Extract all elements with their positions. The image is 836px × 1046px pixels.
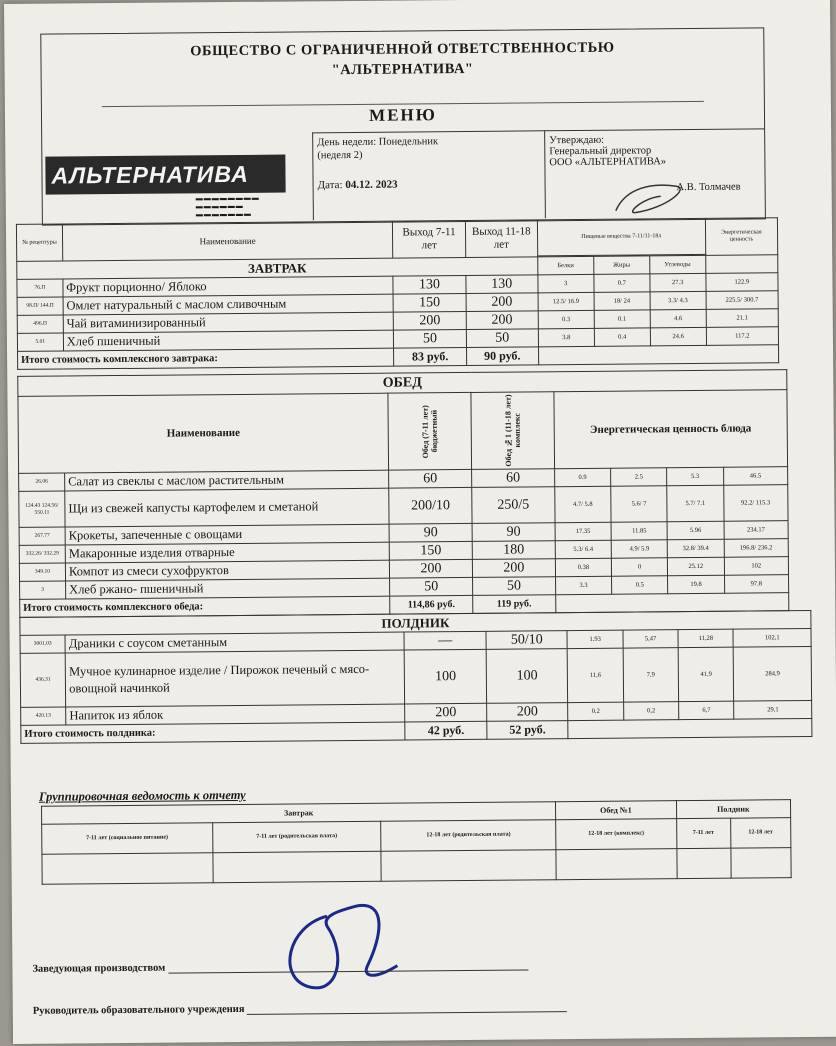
date-box xyxy=(312,130,545,220)
approve-position: Генеральный директор xyxy=(549,145,652,158)
col-output-7-11: Выход 7-11 лет xyxy=(393,220,466,258)
grouping-table xyxy=(41,799,792,885)
energy: 21.1 xyxy=(706,309,778,328)
col-lunch-b-label: Обед №1 (11-18 лет) комплекс xyxy=(503,394,522,467)
fat: 7,9 xyxy=(623,648,679,702)
energy: 102 xyxy=(724,557,789,576)
fat: 0.1 xyxy=(594,310,650,328)
footer-director xyxy=(33,1001,567,1017)
recipe-code: 124.43 124.56/ 550.11 xyxy=(19,491,65,527)
fat: 0 xyxy=(611,558,667,576)
fat: 0.4 xyxy=(594,328,650,346)
carbs: 4.6 xyxy=(650,309,706,327)
recipe-code: 496.П xyxy=(17,315,63,333)
logo-text: АЛЬТЕРНАТИВА xyxy=(45,155,285,195)
carbs: 41,9 xyxy=(678,647,734,701)
recipe-code: 436.31 xyxy=(20,653,66,707)
carbs: 3.3/ 4.3 xyxy=(650,291,706,309)
col-nutrients: Пищевые вещества 7-11/11-18л xyxy=(537,218,705,255)
footer-director-label: Руководитель образовательного учреждения xyxy=(32,1003,245,1017)
total-b: 52 руб. xyxy=(487,721,569,740)
dish-name: Макаронные изделия отварные xyxy=(65,542,389,563)
approval-box xyxy=(544,128,765,218)
carbs: 6,7 xyxy=(679,701,734,719)
protein: 3.3 xyxy=(555,576,611,594)
output-b: 200 xyxy=(487,703,569,722)
approve-company: ООО «АЛЬТЕРНАТИВА» xyxy=(549,156,667,169)
recipe-code: 3001.03 xyxy=(20,635,65,653)
fat: 11.85 xyxy=(611,522,667,540)
dish-name: Напиток из яблок xyxy=(66,704,405,725)
recipe-code: 3 xyxy=(20,581,66,599)
grp-cell xyxy=(730,848,791,879)
col-carbs: Углеводы xyxy=(649,255,705,273)
output-a: 50 xyxy=(394,329,466,348)
output-a: 150 xyxy=(393,293,465,312)
company-logo xyxy=(45,151,291,219)
grp-cell xyxy=(42,853,213,884)
dish-name: Хлеб ржано- пшеничный xyxy=(66,578,390,599)
approve-label: Утверждаю: xyxy=(549,134,605,147)
empty-cell xyxy=(705,255,777,274)
grp-p2: 12-18 лет xyxy=(730,818,791,849)
energy: 29,1 xyxy=(734,700,812,719)
total-a: 83 руб. xyxy=(394,347,466,366)
section-lunch: ОБЕД xyxy=(18,370,787,397)
output-a: — xyxy=(404,631,486,650)
dish-name: Компот из смеси сухофруктов xyxy=(65,560,389,581)
col-lunch-a xyxy=(388,392,471,470)
day-of-week: День недели: Понедельник xyxy=(317,136,439,149)
menu-title: МЕНЮ xyxy=(369,105,437,125)
grp-cell xyxy=(676,848,730,878)
col-lunch-b xyxy=(471,392,554,470)
output-b: 200 xyxy=(472,559,555,578)
dish-name: Фрукт порционно/ Яблоко xyxy=(63,276,394,297)
grp-p1: 7-11 лет xyxy=(676,818,730,848)
total-a: 42 руб. xyxy=(405,721,487,740)
output-b: 90 xyxy=(472,523,555,542)
output-a: 150 xyxy=(389,541,472,560)
fat: 5.6/ 7 xyxy=(611,486,668,522)
total-b: 119 руб. xyxy=(473,595,556,614)
col-energy: Энергетическая ценность блюда xyxy=(554,390,788,469)
dish-name: Чай витаминизированный xyxy=(63,312,394,333)
output-b: 50 xyxy=(466,329,538,348)
energy: 234.17 xyxy=(724,521,789,540)
empty-cell xyxy=(538,345,778,365)
recipe-code: 420.13 xyxy=(21,707,66,725)
col-output-11-18: Выход 11-18 лет xyxy=(465,220,538,258)
total-a: 114,86 руб. xyxy=(390,595,473,614)
output-a: 200 xyxy=(390,559,473,578)
carbs: 11,28 xyxy=(678,629,733,647)
fat: 18/ 24 xyxy=(594,292,650,310)
carbs: 25.12 xyxy=(668,557,724,575)
recipe-code: 98.П/ 144.П xyxy=(17,297,63,315)
grp-lunch: Обед №1 xyxy=(556,801,677,820)
total-b: 90 руб. xyxy=(466,347,538,366)
fat: 4.9/ 5.9 xyxy=(611,540,667,558)
grp-z3: 12-18 лет (родительская плата) xyxy=(381,820,556,852)
org-name-line2: "АЛЬТЕРНАТИВА" xyxy=(331,60,474,79)
output-b: 200 xyxy=(466,311,538,330)
recipe-code: 332.26/ 332.29 xyxy=(19,545,65,563)
output-b: 200 xyxy=(466,293,538,312)
fat: 0.7 xyxy=(594,274,650,292)
fat: 0.5 xyxy=(612,576,668,594)
carbs: 5.96 xyxy=(667,521,723,539)
carbs: 24.6 xyxy=(650,327,706,345)
director-name: А.В. Толмачев xyxy=(676,181,741,194)
output-b: 60 xyxy=(472,469,555,488)
energy: 92.2/ 115.3 xyxy=(723,485,788,522)
fat: 5,47 xyxy=(623,630,678,648)
carbs: 27.3 xyxy=(650,273,706,291)
grp-o1: 12-18 лет (комплекс) xyxy=(556,819,677,850)
dish-name: Мучное кулинарное изделие / Пирожок печеный с мясо-овощной начинкой xyxy=(65,650,405,707)
output-b: 50/10 xyxy=(486,631,568,650)
output-a: 200/10 xyxy=(389,487,472,524)
protein: 0.38 xyxy=(555,558,611,576)
grp-z1: 7-11 лет (социальное питание) xyxy=(42,823,213,854)
output-b: 180 xyxy=(472,541,555,560)
dish-name: Салат из свеклы с маслом растительным xyxy=(65,470,389,491)
output-a: 60 xyxy=(389,469,472,488)
org-name-line1: ОБЩЕСТВО С ОГРАНИЧЕННОЙ ОТВЕТСТВЕННОСТЬЮ xyxy=(190,39,615,60)
snack-table xyxy=(19,610,812,744)
protein: 0,2 xyxy=(568,702,623,720)
total-label: Итого стоимость полдника: xyxy=(21,722,406,743)
total-label: Итого стоимость комплексного завтрака: xyxy=(18,348,395,369)
dish-name: Омлет натуральный с маслом сливочным xyxy=(63,294,394,315)
protein: 3.8 xyxy=(538,328,594,346)
table-row xyxy=(20,646,811,707)
output-a: 200 xyxy=(405,703,487,722)
grp-z2: 7-11 лет (родительская плата) xyxy=(212,821,381,852)
empty-cell xyxy=(568,718,812,738)
output-a: 90 xyxy=(389,523,472,542)
date-label: Дата: xyxy=(317,179,343,192)
signature-line xyxy=(247,1011,567,1015)
dish-name: Крокеты, запеченные с овощами xyxy=(65,524,389,545)
protein: 11,6 xyxy=(568,648,624,702)
fat: 2.5 xyxy=(611,468,667,486)
grp-breakfast: Завтрак xyxy=(42,802,556,824)
grp-cell xyxy=(381,850,556,882)
carbs: 32.8/ 39.4 xyxy=(667,539,723,557)
protein: 0.9 xyxy=(554,468,610,486)
menu-document xyxy=(4,0,836,1044)
date-value: 04.12. 2023 xyxy=(345,178,398,192)
week-number: (неделя 2) xyxy=(317,149,363,162)
dish-name: Щи из свежей капусты картофелем и сметаной xyxy=(65,488,389,527)
logo-subtitle-marks: ▬▬▬▬▬▬▬▬ ▬▬▬▬▬▬ ▬▬▬▬▬▬▬ xyxy=(195,194,260,219)
carbs: 19.8 xyxy=(668,575,724,593)
protein: 4.7/ 5.8 xyxy=(555,486,612,522)
date-line xyxy=(318,177,541,191)
carbs: 5.7/ 7.1 xyxy=(667,485,724,521)
energy: 196.8/ 236.2 xyxy=(724,539,789,558)
grp-cell xyxy=(213,851,382,882)
footer-production-label: Заведующая производством xyxy=(32,962,166,975)
energy: 122.9 xyxy=(706,273,778,292)
production-signature-icon xyxy=(267,895,438,1006)
output-b: 50 xyxy=(473,577,556,596)
protein: 12.5/ 16.9 xyxy=(538,292,594,310)
recipe-code: 349.10 xyxy=(19,563,65,581)
protein: 1.93 xyxy=(567,630,622,648)
grp-snack: Полдник xyxy=(676,800,791,819)
energy: 225.5/ 300.7 xyxy=(706,291,778,310)
breakfast-table xyxy=(16,217,779,370)
output-a: 130 xyxy=(393,275,465,294)
section-snack: ПОЛДНИК xyxy=(20,610,811,635)
dish-name: Хлеб пшеничный xyxy=(63,330,394,351)
carbs: 5.3 xyxy=(667,467,723,485)
recipe-code: 267.77 xyxy=(19,527,65,545)
energy: 97.8 xyxy=(724,575,789,594)
energy: 284,9 xyxy=(734,646,812,701)
output-a: 100 xyxy=(405,649,487,704)
fat: 0,2 xyxy=(623,702,678,720)
col-energy: Энергетическая ценность xyxy=(705,218,778,256)
recipe-code: 5.01 xyxy=(17,333,63,351)
protein: 0.3 xyxy=(538,310,594,328)
grp-cell xyxy=(556,849,677,880)
section-breakfast: ЗАВТРАК xyxy=(17,257,538,280)
col-fat: Жиры xyxy=(594,256,650,274)
recipe-code: 76.П xyxy=(17,279,63,297)
output-a: 200 xyxy=(394,311,466,330)
total-label: Итого стоимость комплексного обеда: xyxy=(20,596,390,617)
col-protein: Белки xyxy=(538,256,594,274)
document-header xyxy=(40,27,766,225)
lunch-table xyxy=(17,369,789,618)
output-b: 130 xyxy=(466,275,538,294)
dish-name: Драники с соусом сметанным xyxy=(65,632,404,653)
energy: 102,1 xyxy=(733,628,811,647)
col-name: Наименование xyxy=(18,393,389,473)
output-a: 50 xyxy=(390,577,473,596)
footer-production xyxy=(32,959,528,974)
col-lunch-a-label: Обед (7-11 лет) бюджетный xyxy=(420,404,440,458)
protein: 5.3/ 6.4 xyxy=(555,540,611,558)
output-b: 100 xyxy=(486,649,568,704)
energy: 117.2 xyxy=(706,327,778,346)
grouping-title: Группировочная ведомость к отчету xyxy=(38,787,246,804)
protein: 3 xyxy=(538,274,594,292)
output-b: 250/5 xyxy=(472,487,555,524)
protein: 17.35 xyxy=(555,522,611,540)
recipe-code: 26.06 xyxy=(19,473,65,491)
col-name: Наименование xyxy=(62,221,393,261)
energy: 46.5 xyxy=(723,467,788,486)
col-recipe-number: № рецептуры xyxy=(16,224,62,261)
